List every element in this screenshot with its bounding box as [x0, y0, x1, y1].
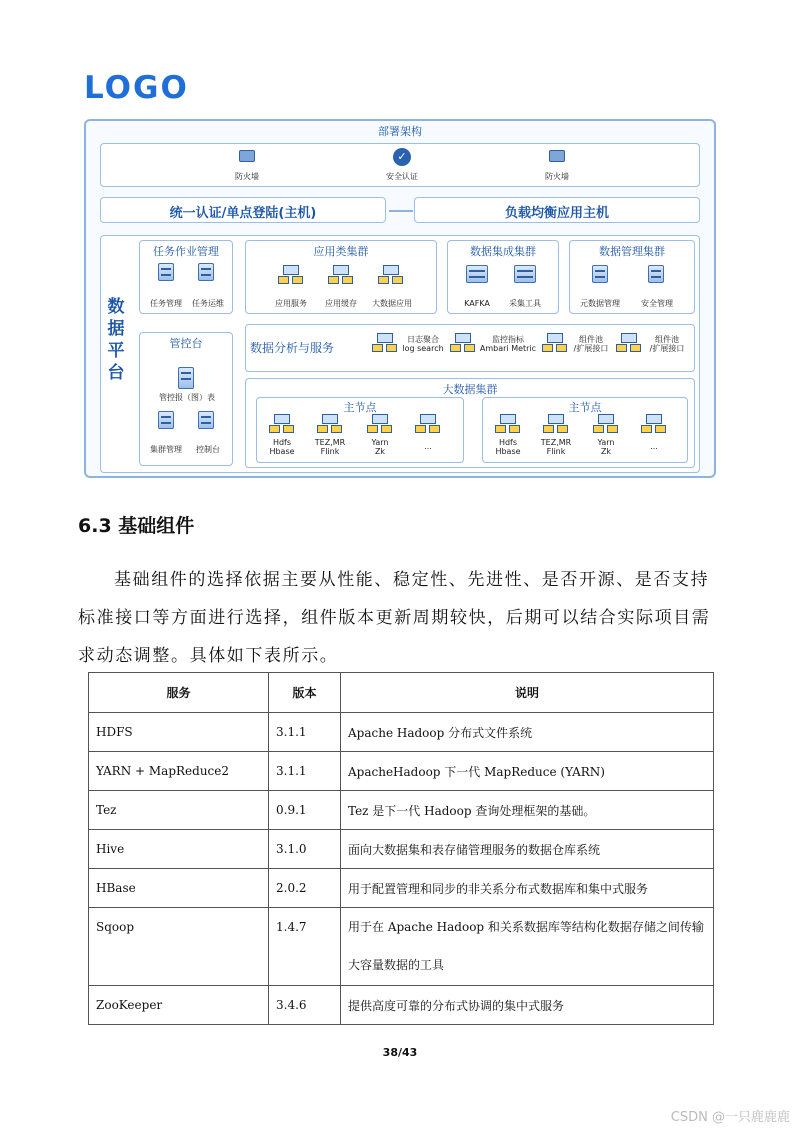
- analysis-title: 数据分析与服务: [250, 341, 335, 355]
- node-icon: [278, 265, 304, 285]
- cell-description: Tez 是下一代 Hadoop 查询处理框架的基础。: [341, 791, 714, 830]
- task-item: 任务管理: [150, 299, 182, 308]
- console-title: 管控台: [169, 337, 203, 350]
- cell-description: 用于配置管理和同步的非关系分布式数据库和集中式服务: [341, 869, 714, 908]
- analysis-item: 日志聚合 log search: [402, 335, 444, 353]
- components-table: [88, 672, 714, 1025]
- bigdata-cluster-box: [245, 378, 695, 468]
- cell-version: 3.1.0: [269, 830, 341, 869]
- node-icon: [367, 414, 393, 434]
- cell-version: 3.1.1: [269, 713, 341, 752]
- server-icon: [466, 265, 488, 283]
- cell-description: 面向大数据集和表存储管理服务的数据仓库系统: [341, 830, 714, 869]
- cell-description: 用于在 Apache Hadoop 和关系数据库等结构化数据存储之间传输大容量数据的工具: [341, 908, 714, 986]
- cell-version: 2.0.2: [269, 869, 341, 908]
- table-row: [89, 986, 714, 1025]
- data-mgmt-cluster-box: [569, 240, 695, 314]
- table-header-row: [89, 673, 714, 713]
- table-row: [89, 791, 714, 830]
- server-icon: [158, 411, 174, 429]
- master-node-box: [256, 397, 464, 463]
- security-auth-label: 安全认证: [386, 172, 418, 181]
- console-item: 管控报（图）表: [159, 393, 215, 402]
- app-item: 大数据应用: [372, 299, 412, 308]
- node-icon: [641, 414, 667, 434]
- integration-item: KAFKA: [464, 299, 490, 308]
- analysis-item: 组件池 /扩展接口: [573, 335, 609, 353]
- cell-service: Hive: [89, 830, 269, 869]
- node-icon: [269, 414, 295, 434]
- column-header: 说明: [341, 673, 714, 713]
- node-icon: [495, 414, 521, 434]
- sso-label: 统一认证/单点登陆(主机): [169, 206, 317, 221]
- cell-service: ZooKeeper: [89, 986, 269, 1025]
- cell-service: Sqoop: [89, 908, 269, 986]
- console-item: 控制台: [196, 445, 220, 454]
- firewall-left-label: 防火墙: [235, 172, 259, 181]
- analysis-item: 组件池 /扩展接口: [649, 335, 685, 353]
- cell-description: Apache Hadoop 分布式文件系统: [341, 713, 714, 752]
- analysis-item: 监控指标 Ambari Metric: [479, 335, 537, 353]
- table-row: [89, 908, 714, 986]
- deployment-architecture-diagram: [84, 119, 716, 478]
- node-icon: [450, 333, 476, 353]
- app-cluster-title: 应用类集群: [313, 245, 369, 258]
- node-label: Yarn Zk: [371, 438, 389, 456]
- node-icon: [372, 333, 398, 353]
- table-row: [89, 752, 714, 791]
- console-item: 集群管理: [150, 445, 182, 454]
- column-header: 服务: [89, 673, 269, 713]
- node-icon: [378, 265, 404, 285]
- server-icon: [158, 263, 174, 281]
- data-mgmt-item: 安全管理: [641, 299, 673, 308]
- master-title: 主节点: [343, 401, 377, 414]
- data-mgmt-title: 数据管理集群: [599, 245, 665, 258]
- logo: LOGO: [84, 70, 189, 106]
- bigdata-title: 大数据集群: [442, 383, 498, 396]
- table-row: [89, 869, 714, 908]
- cell-version: 3.1.1: [269, 752, 341, 791]
- node-label: TEZ,MR Flink: [314, 438, 346, 456]
- watermark: CSDN @一只鹿鹿鹿: [670, 1110, 790, 1125]
- platform-label: 数 据 平 台: [107, 297, 125, 383]
- column-header: 版本: [269, 673, 341, 713]
- task-mgmt-box: [139, 240, 233, 314]
- node-icon: [616, 333, 642, 353]
- node-label: Hdfs Hbase: [495, 438, 521, 456]
- task-mgmt-title: 任务作业管理: [153, 245, 219, 258]
- lb-box: [414, 197, 700, 223]
- table-row: [89, 830, 714, 869]
- app-item: 应用服务: [275, 299, 307, 308]
- node-label: Hdfs Hbase: [269, 438, 295, 456]
- analysis-box: [245, 324, 695, 372]
- node-icon: [328, 265, 354, 285]
- data-mgmt-item: 元数据管理: [580, 299, 620, 308]
- app-item: 应用缓存: [325, 299, 357, 308]
- cell-version: 1.4.7: [269, 908, 341, 986]
- app-cluster-box: [245, 240, 437, 314]
- server-icon: [198, 411, 214, 429]
- node-icon: [593, 414, 619, 434]
- firewall-row: [100, 143, 700, 187]
- server-icon: [514, 265, 536, 283]
- table-row: [89, 713, 714, 752]
- firewall-right-label: 防火墙: [545, 172, 569, 181]
- paragraph-text: 基础组件的选择依据主要从性能、稳定性、先进性、是否开源、是否支持标准接口等方面进行选择，组件版本更新周期较快，后期可以结合实际项目需求动态调整。具体如下表所示。: [78, 570, 711, 666]
- sso-box: [100, 197, 386, 223]
- diagram-title: 部署架构: [378, 125, 422, 138]
- server-icon: [648, 265, 664, 283]
- cell-service: YARN + MapReduce2: [89, 752, 269, 791]
- lb-label: 负载均衡应用主机: [504, 206, 609, 221]
- node-label: Yarn Zk: [597, 438, 615, 456]
- cell-description: ApacheHadoop 下一代 MapReduce (YARN): [341, 752, 714, 791]
- node-label: ...: [424, 442, 432, 451]
- integration-title: 数据集成集群: [470, 245, 536, 258]
- node-icon: [543, 414, 569, 434]
- node-label: TEZ,MR Flink: [540, 438, 572, 456]
- shield-icon: ✓: [393, 148, 411, 166]
- node-icon: [415, 414, 441, 434]
- integration-cluster-box: [447, 240, 559, 314]
- cell-version: 3.4.6: [269, 986, 341, 1025]
- cell-description: 提供高度可靠的分布式协调的集中式服务: [341, 986, 714, 1025]
- cell-version: 0.9.1: [269, 791, 341, 830]
- server-icon: [592, 265, 608, 283]
- node-icon: [317, 414, 343, 434]
- cell-service: Tez: [89, 791, 269, 830]
- page-number: 38/43: [382, 1046, 418, 1059]
- cell-service: HDFS: [89, 713, 269, 752]
- data-platform-box: [100, 235, 700, 473]
- task-item: 任务运维: [192, 299, 224, 308]
- node-icon: [542, 333, 568, 353]
- cell-service: HBase: [89, 869, 269, 908]
- master-title: 主节点: [568, 401, 602, 414]
- integration-item: 采集工具: [509, 299, 541, 308]
- section-heading: 6.3 基础组件: [78, 515, 195, 537]
- firewall-icon: [239, 150, 255, 162]
- console-box: [139, 332, 233, 466]
- node-label: ...: [650, 442, 658, 451]
- server-icon: [178, 367, 194, 389]
- section-paragraph: [78, 561, 722, 675]
- arrow: [389, 210, 413, 212]
- firewall-icon: [549, 150, 565, 162]
- server-icon: [198, 263, 214, 281]
- master-node-box: [482, 397, 688, 463]
